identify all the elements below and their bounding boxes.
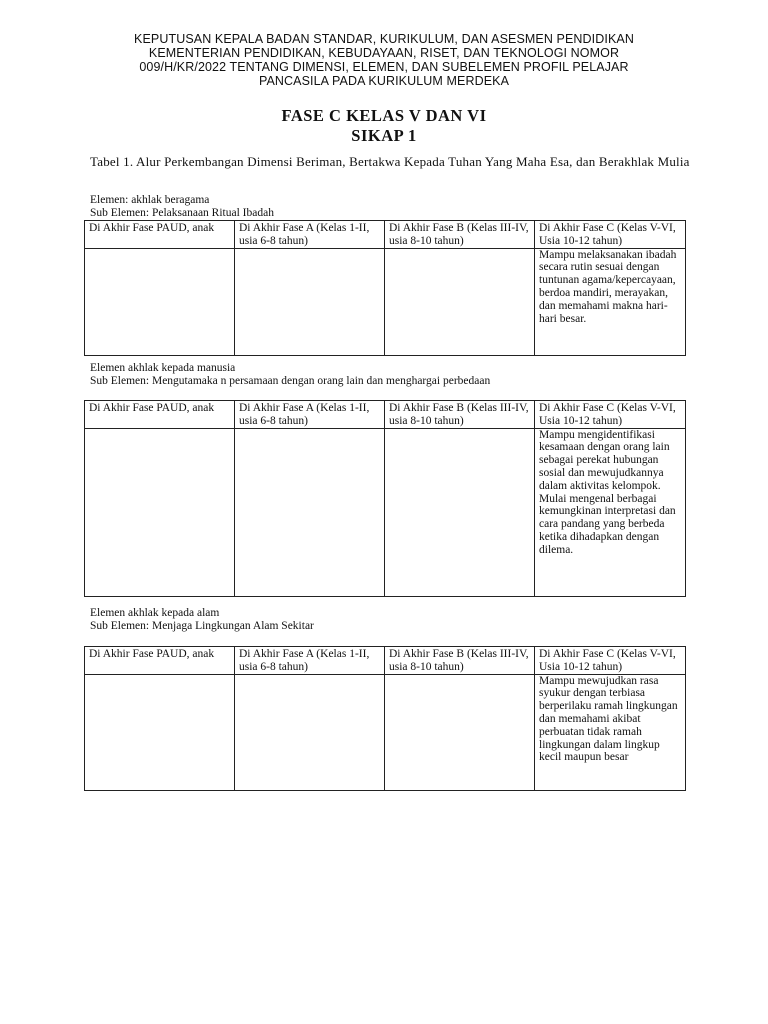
table-header-row <box>85 401 686 429</box>
element-label: Elemen akhlak kepada manusia <box>90 362 236 374</box>
header-cell-fase-b: Di Akhir Fase B (Kelas III-IV, usia 8-10 tahun) <box>385 647 535 675</box>
header-cell-fase-b: Di Akhir Fase B (Kelas III-IV, usia 8-10 tahun) <box>385 401 535 429</box>
title-block <box>84 106 684 146</box>
progression-table <box>84 220 686 356</box>
cell-fase-c: Mampu mewujudkan rasa syukur dengan terbiasa berperilaku ramah lingkungan dan memahami akibat perbuatan tidak ramah lingkungan dalam lingkup kecil maupun besar <box>535 674 686 790</box>
header-cell-fase-a: Di Akhir Fase A (Kelas 1-II, usia 6-8 tahun) <box>235 401 385 429</box>
sub-element-label: Sub Elemen: Mengutamaka n persamaan dengan orang lain dan menghargai perbedaan <box>90 375 491 387</box>
header-line: PANCASILA PADA KURIKULUM MERDEKA <box>258 74 510 88</box>
cell-fase-b <box>385 248 535 355</box>
header-cell-fase-a: Di Akhir Fase A (Kelas 1-II, usia 6-8 tahun) <box>235 647 385 675</box>
cell-fase-a <box>235 674 385 790</box>
element-label: Elemen akhlak kepada alam <box>90 607 220 619</box>
cell-fase-a <box>235 428 385 596</box>
header-line: 009/H/KR/2022 TENTANG DIMENSI, ELEMEN, DAN SUBELEMEN PROFIL PELAJAR <box>139 60 629 74</box>
header-cell-paud: Di Akhir Fase PAUD, anak <box>85 401 235 429</box>
decree-header <box>80 32 688 88</box>
cell-fase-c: Mampu mengidentifikasi kesamaan dengan orang lain sebagai perekat hubungan sosial dan mewujudkannya dalam aktivitas kelompok. Mulai mengenal berbagai kemungkinan interpretasi dan cara pandang yang berbeda ketika dihadapkan dengan dilema. <box>535 428 686 596</box>
table-header-row <box>85 221 686 249</box>
sub-element-label: Sub Elemen: Menjaga Lingkungan Alam Sekitar <box>90 620 314 632</box>
header-cell-fase-c: Di Akhir Fase C (Kelas V-VI, Usia 10-12 tahun) <box>535 647 686 675</box>
header-cell-paud: Di Akhir Fase PAUD, anak <box>85 221 235 249</box>
cell-fase-b <box>385 674 535 790</box>
cell-fase-c: Mampu melaksanakan ibadah secara rutin sesuai dengan tuntunan agama/kepercayaan, berdoa mandiri, merayakan, dan memahami makna hari-hari besar. <box>535 248 686 355</box>
header-cell-fase-c: Di Akhir Fase C (Kelas V-VI, Usia 10-12 tahun) <box>535 221 686 249</box>
page-subtitle: SIKAP 1 <box>351 126 417 145</box>
table-row <box>85 248 686 355</box>
table-row <box>85 674 686 790</box>
header-cell-fase-c: Di Akhir Fase C (Kelas V-VI, Usia 10-12 tahun) <box>535 401 686 429</box>
table-caption: Tabel 1. Alur Perkembangan Dimensi Beriman, Bertakwa Kepada Tuhan Yang Maha Esa, dan Berakhlak Mulia <box>90 154 690 169</box>
header-cell-fase-b: Di Akhir Fase B (Kelas III-IV, usia 8-10 tahun) <box>385 221 535 249</box>
cell-fase-a <box>235 248 385 355</box>
cell-fase-b <box>385 428 535 596</box>
cell-paud <box>85 428 235 596</box>
header-cell-paud: Di Akhir Fase PAUD, anak <box>85 647 235 675</box>
sub-element-label: Sub Elemen: Pelaksanaan Ritual Ibadah <box>90 207 274 219</box>
cell-paud <box>85 248 235 355</box>
progression-table <box>84 646 686 791</box>
table-header-row <box>85 647 686 675</box>
element-label: Elemen: akhlak beragama <box>90 194 210 206</box>
header-line: KEMENTERIAN PENDIDIKAN, KEBUDAYAAN, RISET, DAN TEKNOLOGI NOMOR <box>148 46 620 60</box>
page-title: FASE C KELAS V DAN VI <box>281 106 487 125</box>
header-line: KEPUTUSAN KEPALA BADAN STANDAR, KURIKULUM, DAN ASESMEN PENDIDIKAN <box>134 32 634 46</box>
progression-table <box>84 400 686 597</box>
header-cell-fase-a: Di Akhir Fase A (Kelas 1-II, usia 6-8 tahun) <box>235 221 385 249</box>
cell-paud <box>85 674 235 790</box>
table-row <box>85 428 686 596</box>
